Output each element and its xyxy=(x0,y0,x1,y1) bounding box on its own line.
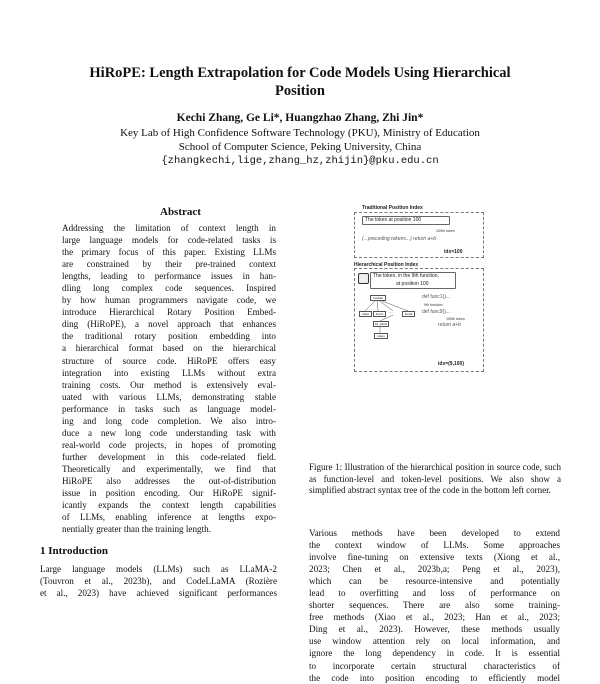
text-line: ding (HiRoPE), a novel approach that enhances xyxy=(62,319,276,330)
hier-token-line-2: at position 100 xyxy=(396,281,429,287)
text-line: duce a new long code understanding task with xyxy=(62,427,276,438)
hier-token-line-1: The token, in the 9th function, xyxy=(373,273,439,279)
figure-1 xyxy=(340,205,490,375)
affiliation xyxy=(40,126,560,168)
text-line: issue in position encoding. Our HiRoPE signif- xyxy=(62,488,276,499)
code-line-3: return a+b xyxy=(438,322,461,328)
small-token: 100th token xyxy=(446,317,465,321)
text-line: the primary focus of this paper. Existing LLMs xyxy=(62,247,276,258)
hier-idx: idx=(9,100) xyxy=(438,361,464,367)
text-line: integration into existing LLMs without extra xyxy=(62,367,276,378)
title-line-1: HiRoPE: Length Extrapolation for Code Models Using Hierarchical xyxy=(89,65,511,81)
paper-title xyxy=(40,64,560,100)
affiliation-line-1: Key Lab of High Confidence Software Technology (PKU), Ministry of Education xyxy=(120,127,480,139)
figure-caption: Figure 1: Illustration of the hierarchical position in source code, such as function-level and token-level positions. We also show a simplified abstract syntax tree of the code in the bottom left corner. xyxy=(309,462,561,496)
text-line: shorter sequences. There are also some training- xyxy=(309,600,560,611)
abstract-body xyxy=(62,222,276,535)
text-line: which can be resource-intensive and potentially xyxy=(309,576,560,587)
text-line: are constrained by their pre-trained context xyxy=(62,259,276,270)
email: {zhangkechi,lige,zhang_hz,zhijin}@pku.edu.cn xyxy=(161,155,439,167)
text-line: ing and long code completion. We also intro- xyxy=(62,415,276,426)
title-line-2: Position xyxy=(275,83,325,99)
text-line: Addressing the limitation of context length in xyxy=(62,223,276,233)
text-line: performance in tasks such as language model- xyxy=(62,403,276,414)
text-line: icantly expands the context length capabilities xyxy=(62,500,276,511)
text-line: lengths, leading to performance issues in han- xyxy=(62,271,276,282)
traditional-token-text: The token at position 100 xyxy=(365,217,422,223)
text-line: training costs. Our method is extensively eval- xyxy=(62,379,276,390)
text-line: the context window of LLMs. Some approaches xyxy=(309,540,560,551)
text-line: HiRoPE also addresses the out-of-distribution xyxy=(62,475,276,486)
text-line: nentially greater than the training length. xyxy=(62,524,211,535)
text-line: (Touvron et al., 2023b), and CodeLLaMA (Rozière xyxy=(40,576,277,587)
text-line: the traditional rotary position embedding into xyxy=(62,331,276,342)
introduction-body xyxy=(40,563,277,599)
ast-tree xyxy=(340,205,490,375)
traditional-title: Traditional Position Index xyxy=(362,205,423,211)
text-line: Ding et al., 2023). However, these methods usually xyxy=(309,624,560,635)
text-line: ignore the long dependency in code. It is essential xyxy=(309,648,560,659)
small-function: 9th function xyxy=(424,303,443,307)
text-line: use window attention rely on local information, and xyxy=(309,636,560,647)
text-line: Various methods have been developed to extend xyxy=(309,528,560,538)
traditional-small: 100th token xyxy=(436,229,455,233)
text-line: dling long complex code sequences. Inspired xyxy=(62,283,276,294)
text-line: of LLMs, enabling inference at lengths expo- xyxy=(62,512,276,523)
text-line: involve fine-tuning on extensive texts (Xiong et al., xyxy=(309,552,560,563)
ast-node-func9: func9 xyxy=(402,311,415,317)
ast-node-func1: func1 xyxy=(373,311,386,317)
right-column-body xyxy=(309,527,560,684)
text-line: real-world code projects, in hopes of promoting xyxy=(62,439,276,450)
introduction-heading: 1 Introduction xyxy=(40,545,108,557)
text-line: introduce Hierarchical Rotary Position Embed- xyxy=(62,307,276,318)
text-line: et al., 2023) have achieved significant performances xyxy=(40,588,277,599)
text-line: large language models for code-related tasks is xyxy=(62,235,276,246)
traditional-idx: idx=100 xyxy=(444,249,463,255)
text-line: 2023; Chen et al., 2023b,a; Peng et al., 2023), xyxy=(309,564,560,575)
text-line: Theoretically and experimentally, we find that xyxy=(62,463,276,474)
text-line: to incorporate certain structural characteristics of xyxy=(309,660,560,671)
text-line: lead to overfitting and loss of performance on xyxy=(309,588,560,599)
code-line-1: def func1()... xyxy=(422,294,451,300)
text-line: a hierarchical format based on the hierarchical xyxy=(62,343,276,354)
text-line: free methods (Xiao et al., 2023; Han et al., 2023; xyxy=(309,612,560,623)
text-line: structure of source code. HiRoPE offers easy xyxy=(62,355,276,366)
ast-node-module: module xyxy=(370,295,386,301)
text-line: the code into position encoding to efficiently model xyxy=(309,672,560,683)
traditional-code: (...preceding tokens...) return a+b xyxy=(362,236,437,242)
hierarchical-title: Hierarchical Position Index xyxy=(354,262,419,268)
ast-node-token: token xyxy=(374,333,388,339)
text-line: further development in this code-related field. xyxy=(62,451,276,462)
authors: Kechi Zhang, Ge Li*, Huangzhao Zhang, Zhi Jin* xyxy=(176,112,424,124)
ast-ellipsis: ··· xyxy=(389,311,393,315)
text-line: Large language models (LLMs) such as LLaMA-2 xyxy=(40,564,277,574)
affiliation-line-2: School of Computer Science, Peking University, China xyxy=(178,141,422,153)
ast-node-class: class xyxy=(359,311,372,317)
ast-node-for-block: for_block xyxy=(374,322,388,326)
text-line: uated with various LLMs, demonstrating stable xyxy=(62,391,276,402)
text-line: by how human programmers navigate code, we xyxy=(62,295,276,306)
code-line-2: def func9()... xyxy=(422,309,451,315)
abstract-heading: Abstract xyxy=(160,206,201,218)
